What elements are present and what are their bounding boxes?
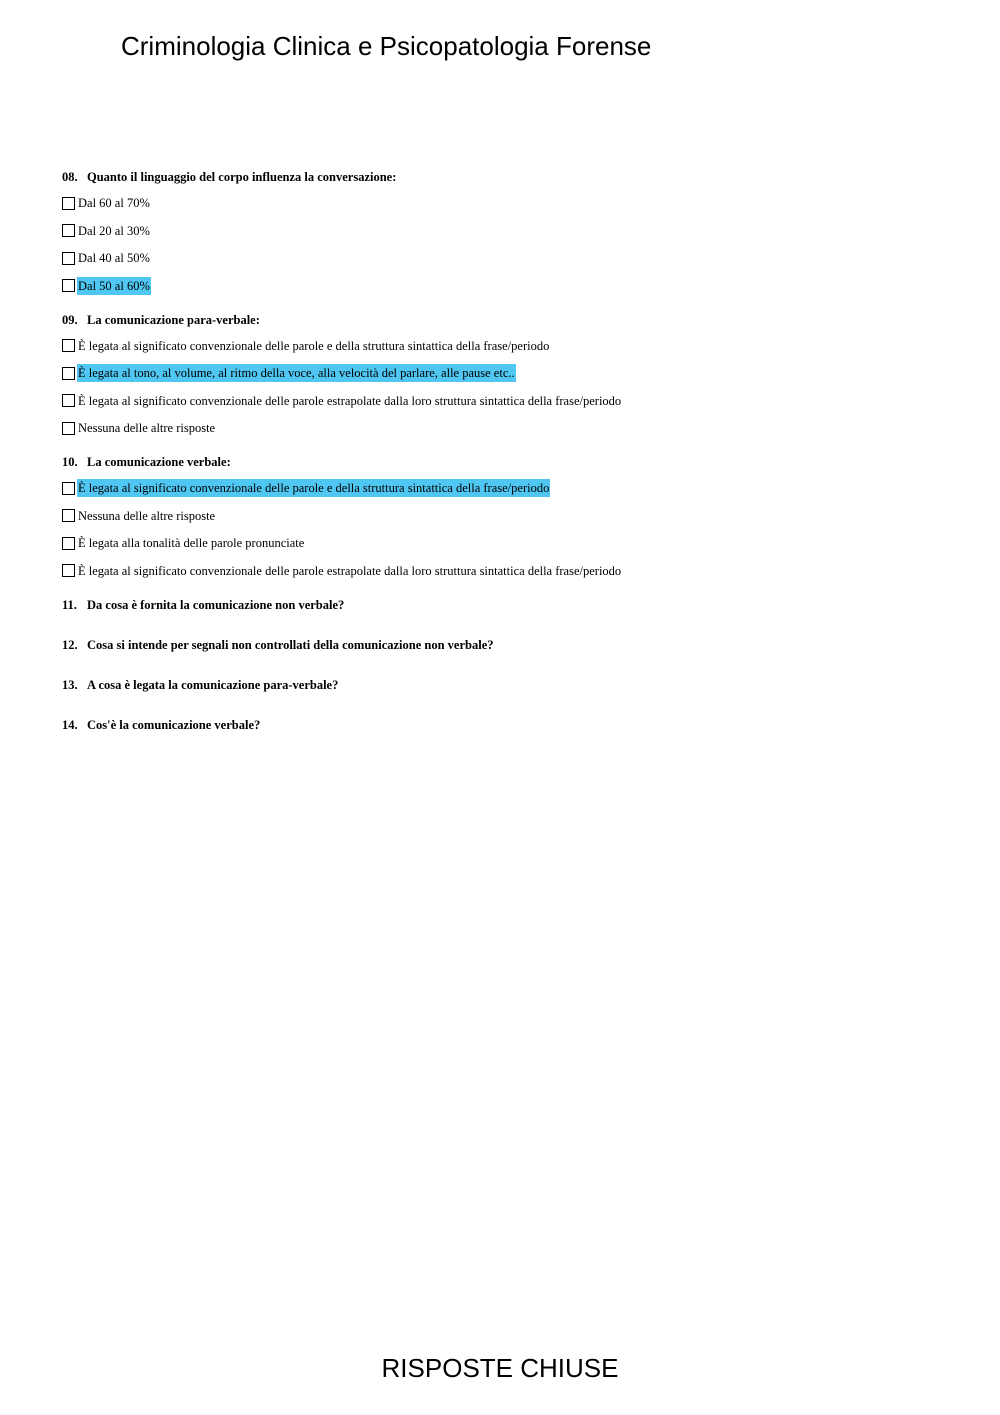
checkbox[interactable] <box>62 279 75 292</box>
question-13 <box>62 675 962 695</box>
question-heading <box>62 167 962 187</box>
checkbox[interactable] <box>62 509 75 522</box>
footer-label: RISPOSTE CHIUSE <box>381 1353 619 1383</box>
checkbox[interactable] <box>62 339 75 352</box>
question-number: 13. <box>62 677 78 692</box>
question-text: Cos'è la comunicazione verbale? <box>87 717 261 732</box>
question-number: 10. <box>62 455 78 469</box>
question-text: Quanto il linguaggio del corpo influenza la conversazione: <box>87 170 397 184</box>
question-12 <box>62 635 962 655</box>
answer-option-correct[interactable] <box>62 363 962 383</box>
answer-label-highlighted: Dal 50 al 60% <box>78 278 150 293</box>
checkbox[interactable] <box>62 224 75 237</box>
checkbox[interactable] <box>62 564 75 577</box>
question-08 <box>62 167 962 296</box>
answer-option-correct[interactable] <box>62 276 962 296</box>
question-text: La comunicazione para-verbale: <box>87 312 260 327</box>
answer-label: Nessuna delle altre risposte <box>78 421 216 435</box>
answer-option[interactable] <box>62 193 962 213</box>
answer-label: È legata al significato convenzionale delle parole estrapolate dalla loro struttura sintattica della frase/periodo <box>78 563 622 578</box>
answer-option[interactable] <box>62 533 962 553</box>
question-11 <box>62 595 962 615</box>
question-heading <box>62 452 962 472</box>
answer-option[interactable] <box>62 561 962 581</box>
checkbox[interactable] <box>62 197 75 210</box>
question-text: Cosa si intende per segnali non controllati della comunicazione non verbale? <box>87 637 494 652</box>
answer-options <box>62 336 962 439</box>
answer-label-highlighted: È legata al significato convenzionale delle parole e della struttura sintattica della frase/periodo <box>78 481 550 495</box>
answer-label-highlighted: È legata al tono, al volume, al ritmo della voce, alla velocità del parlare, alle pause etc.. <box>78 366 515 380</box>
question-09 <box>62 310 962 439</box>
question-heading <box>62 595 962 615</box>
question-number: 14. <box>62 717 78 732</box>
question-number: 09. <box>62 312 78 327</box>
question-text: A cosa è legata la comunicazione para-verbale? <box>87 677 339 692</box>
question-number: 08. <box>62 170 78 184</box>
answer-option[interactable] <box>62 418 962 438</box>
question-text: Da cosa è fornita la comunicazione non verbale? <box>87 597 345 612</box>
checkbox[interactable] <box>62 422 75 435</box>
page-title: Criminologia Clinica e Psicopatologia Forense <box>121 31 652 61</box>
answer-label: Dal 20 al 30% <box>78 223 150 238</box>
answer-option[interactable] <box>62 248 962 268</box>
question-number: 12. <box>62 637 78 652</box>
answer-label: È legata alla tonalità delle parole pronunciate <box>78 536 305 550</box>
checkbox[interactable] <box>62 482 75 495</box>
checkbox[interactable] <box>62 394 75 407</box>
answer-option[interactable] <box>62 391 962 411</box>
answer-option-correct[interactable] <box>62 478 962 498</box>
question-heading <box>62 675 962 695</box>
answer-label: Dal 60 al 70% <box>78 196 150 210</box>
question-number: 11. <box>62 597 77 612</box>
question-heading <box>62 310 962 330</box>
question-heading <box>62 715 962 735</box>
question-heading <box>62 635 962 655</box>
question-text: La comunicazione verbale: <box>87 455 231 469</box>
answer-option[interactable] <box>62 221 962 241</box>
checkbox[interactable] <box>62 367 75 380</box>
answer-label: Nessuna delle altre risposte <box>78 508 216 523</box>
checkbox[interactable] <box>62 252 75 265</box>
answer-option[interactable] <box>62 336 962 356</box>
answer-label: Dal 40 al 50% <box>78 251 150 265</box>
question-14 <box>62 715 962 735</box>
answer-options <box>62 478 962 581</box>
answer-label: È legata al significato convenzionale delle parole e della struttura sintattica della frase/periodo <box>78 338 550 353</box>
questionnaire <box>62 167 962 755</box>
answer-options <box>62 193 962 296</box>
answer-label: È legata al significato convenzionale delle parole estrapolate dalla loro struttura sintattica della frase/periodo <box>78 393 622 408</box>
checkbox[interactable] <box>62 537 75 550</box>
answer-option[interactable] <box>62 506 962 526</box>
question-10 <box>62 452 962 581</box>
